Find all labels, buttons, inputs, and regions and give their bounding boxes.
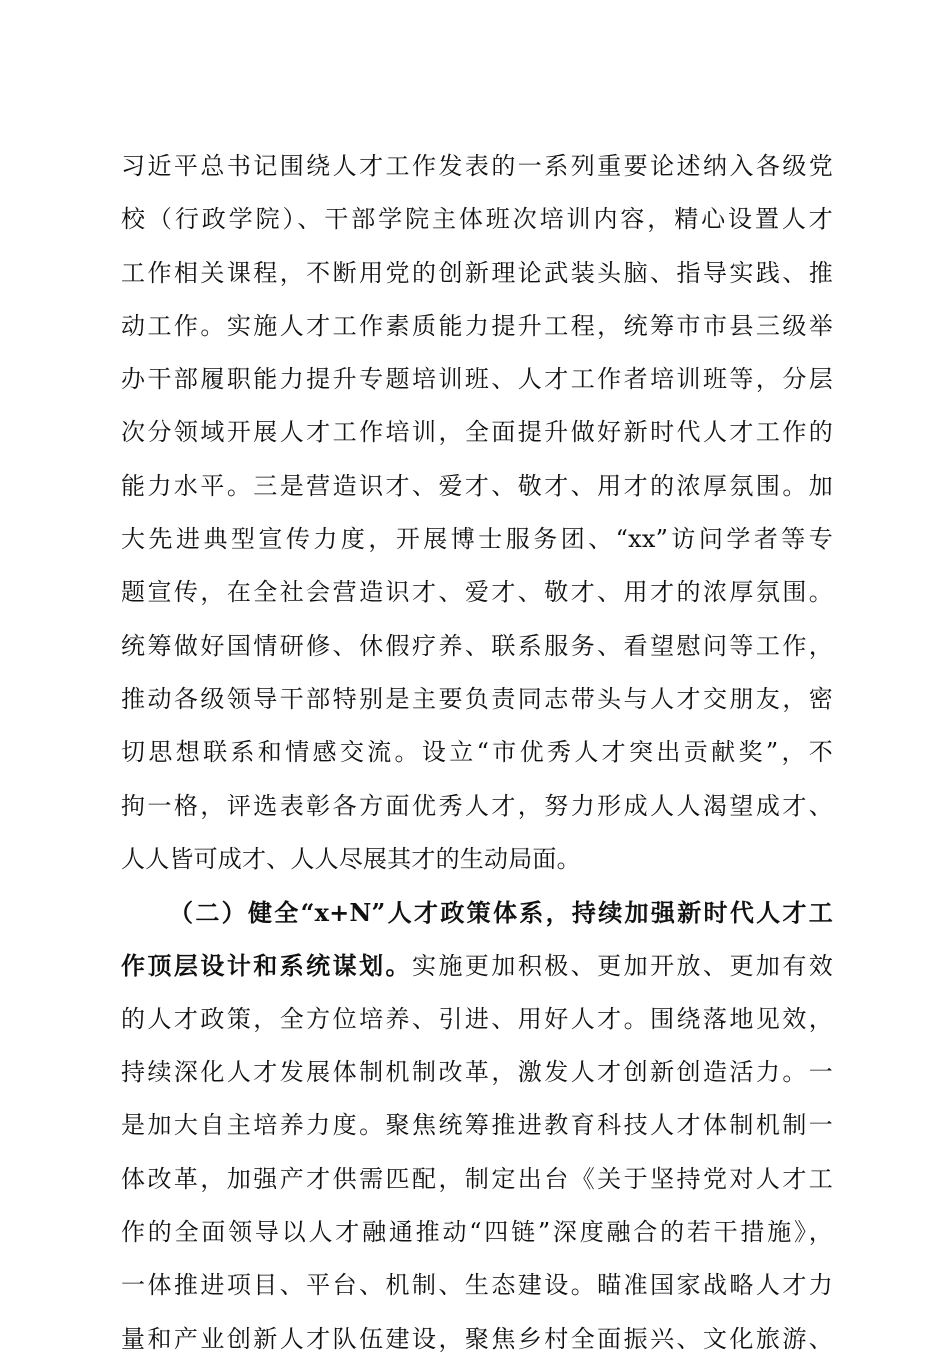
paragraph-line: 大先进典型宣传力度，开展博士服务团、“xx”访问学者等专 bbox=[121, 525, 833, 554]
paragraph-line: 习近平总书记围绕人才工作发表的一系列重要论述纳入各级党 bbox=[121, 152, 833, 180]
paragraph-line: 人人皆可成才、人人尽展其才的生动局面。 bbox=[121, 844, 581, 873]
paragraph-text: 实施更加积极、更加开放、更加有效 bbox=[412, 952, 834, 981]
paragraph-line: 切思想联系和情感交流。设立“市优秀人才突出贡献奖”，不 bbox=[121, 738, 833, 767]
paragraph-line: 量和产业创新人才队伍建设，聚焦乡村全面振兴、文化旅游、 bbox=[121, 1324, 833, 1353]
paragraph-line: 作的全面领导以人才融通推动“四链”深度融合的若干措施》， bbox=[121, 1217, 833, 1246]
paragraph-line: 体改革，加强产才供需匹配，制定出台《关于坚持党对人才工 bbox=[121, 1164, 833, 1193]
paragraph-line: 推动各级领导干部特别是主要负责同志带头与人才交朋友，密 bbox=[121, 684, 833, 713]
paragraph-line: 办干部履职能力提升专题培训班、人才工作者培训班等，分层 bbox=[121, 365, 833, 394]
paragraph-line: 能力水平。三是营造识才、爱才、敬才、用才的浓厚氛围。加 bbox=[121, 471, 833, 500]
paragraph-line: 一体推进项目、平台、机制、生态建设。瞄准国家战略人才力 bbox=[121, 1271, 833, 1300]
paragraph-line: 题宣传，在全社会营造识才、爱才、敬才、用才的浓厚氛围。 bbox=[121, 578, 833, 607]
paragraph-line: 持续深化人才发展体制机制改革，激发人才创新创造活力。一 bbox=[121, 1058, 833, 1087]
paragraph-line: 的人才政策，全方位培养、引进、用好人才。围绕落地见效， bbox=[121, 1004, 833, 1033]
body-text bbox=[121, 140, 833, 1366]
section-heading-continuation bbox=[121, 939, 833, 992]
paragraph-line: 校（行政学院）、干部学院主体班次培训内容，精心设置人才 bbox=[121, 205, 833, 234]
paragraph-line: 是加大自主培养力度。聚焦统筹推进教育科技人才体制机制一 bbox=[121, 1111, 833, 1140]
paragraph-line: 拘一格，评选表彰各方面优秀人才，努力形成人人渴望成才、 bbox=[121, 791, 833, 820]
paragraph-line: 统筹做好国情研修、休假疗养、联系服务、看望慰问等工作， bbox=[121, 631, 833, 660]
section-heading-tail: 作顶层设计和系统谋划。 bbox=[121, 951, 412, 981]
section-heading: （二）健全“x+N”人才政策体系，持续加强新时代人才工 bbox=[169, 898, 833, 928]
paragraph-line: 次分领域开展人才工作培训，全面提升做好新时代人才工作的 bbox=[121, 418, 833, 447]
paragraph-line: 动工作。实施人才工作素质能力提升工程，统筹市市县三级举 bbox=[121, 311, 833, 340]
paragraph-line: 工作相关课程，不断用党的创新理论武装头脑、指导实践、推 bbox=[121, 258, 833, 287]
